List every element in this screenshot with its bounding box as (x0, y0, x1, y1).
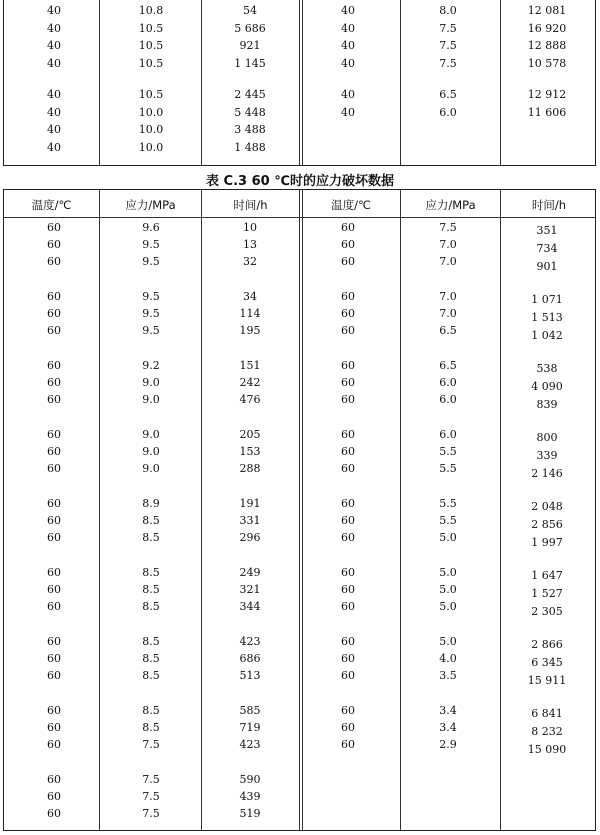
cell-temperature-right: 60 (341, 255, 355, 268)
cell-time-right: 4 090 (531, 380, 563, 393)
cell-time-right: 339 (536, 449, 558, 462)
cell-time-right: 800 (536, 431, 558, 444)
cell-stress-right: 5.5 (439, 514, 457, 527)
cell-temperature: 60 (47, 600, 61, 613)
cell-temperature-right: 60 (341, 738, 355, 751)
cell-stress-right: 7.0 (439, 290, 457, 303)
cell-time-right: 1 527 (531, 587, 563, 600)
column-divider (400, 0, 401, 165)
cell-time-right: 2 866 (531, 638, 563, 651)
cell-time-right: 734 (536, 242, 558, 255)
cell-temperature: 40 (47, 39, 61, 52)
cell-temperature: 60 (47, 290, 61, 303)
cell-temperature: 60 (47, 773, 61, 786)
cell-temperature-right: 60 (341, 583, 355, 596)
continued-data-table-40c (3, 0, 596, 166)
cell-temperature: 60 (47, 445, 61, 458)
cell-temperature-right: 60 (341, 445, 355, 458)
cell-stress: 9.0 (142, 376, 160, 389)
cell-stress: 10.5 (138, 88, 164, 101)
cell-time: 13 (243, 238, 257, 251)
cell-stress: 10.5 (138, 56, 164, 70)
cell-temperature: 60 (47, 669, 61, 682)
cell-temperature-right: 60 (341, 635, 355, 648)
cell-time-right: 1 647 (531, 569, 563, 582)
cell-temperature: 60 (47, 221, 61, 234)
cell-stress-right: 5.5 (439, 462, 457, 475)
cell-temperature-right: 60 (341, 652, 355, 665)
cell-temperature-right: 60 (341, 721, 355, 734)
cell-temperature-right: 60 (341, 359, 355, 372)
cell-time: 476 (239, 393, 261, 406)
cell-temperature-right: 60 (341, 376, 355, 389)
cell-temperature-right: 60 (341, 514, 355, 527)
cell-stress-right: 5.0 (439, 583, 457, 596)
stress-rupture-table-60c (3, 189, 596, 831)
cell-time: 686 (239, 652, 261, 665)
cell-time: 1 145 (234, 56, 266, 70)
cell-time-right: 2 856 (531, 518, 563, 531)
cell-temperature: 60 (47, 531, 61, 544)
cell-temperature: 40 (47, 4, 61, 17)
cell-time-right: 901 (536, 260, 558, 273)
cell-stress-right: 5.0 (439, 531, 457, 544)
column-divider (500, 0, 501, 165)
cell-stress: 10.0 (138, 140, 164, 154)
cell-temperature-right: 60 (341, 566, 355, 579)
cell-temperature: 40 (47, 56, 61, 70)
cell-time-right: 839 (536, 398, 558, 411)
cell-temperature-right: 40 (341, 4, 355, 17)
cell-temperature: 60 (47, 583, 61, 596)
cell-time: 519 (239, 807, 261, 820)
header-temperature-right: 温度/℃ (331, 198, 371, 212)
cell-stress-right: 7.0 (439, 238, 457, 251)
cell-temperature: 60 (47, 790, 61, 803)
cell-stress-right: 3.4 (439, 704, 457, 717)
table-caption: 表 C.3 60 ℃时的应力破坏数据 (206, 174, 394, 189)
cell-temperature-right: 40 (341, 105, 355, 119)
header-time: 时间/h (233, 198, 268, 212)
cell-temperature: 60 (47, 635, 61, 648)
cell-stress-right: 5.0 (439, 600, 457, 613)
cell-stress-right: 6.0 (439, 393, 457, 406)
cell-stress: 9.2 (142, 359, 160, 372)
cell-time: 2 445 (234, 88, 266, 101)
header-temperature: 温度/℃ (31, 198, 72, 212)
cell-time: 288 (239, 462, 261, 475)
cell-stress: 9.5 (142, 324, 160, 337)
cell-stress-right: 6.5 (439, 324, 457, 337)
cell-stress: 8.5 (142, 531, 160, 544)
cell-time: 439 (239, 790, 261, 803)
cell-time: 321 (239, 583, 261, 596)
cell-stress: 8.5 (142, 635, 160, 648)
cell-temperature-right: 60 (341, 704, 355, 717)
cell-stress-right: 7.0 (439, 307, 457, 320)
cell-temperature: 60 (47, 255, 61, 268)
cell-stress: 9.0 (142, 393, 160, 406)
cell-stress: 7.5 (142, 773, 160, 786)
cell-temperature: 60 (47, 393, 61, 406)
header-stress-right: 应力/MPa (425, 198, 476, 212)
cell-temperature-right: 40 (341, 88, 355, 101)
cell-temperature: 40 (47, 140, 61, 154)
cell-time-right: 15 090 (527, 743, 567, 756)
cell-stress: 9.5 (142, 255, 160, 268)
column-divider (201, 0, 202, 165)
cell-stress: 8.5 (142, 652, 160, 665)
cell-time-right: 15 911 (527, 674, 567, 687)
header-time-right: 时间/h (531, 198, 567, 212)
cell-time-right: 12 912 (527, 88, 567, 101)
cell-temperature: 60 (47, 704, 61, 717)
cell-time-right: 11 606 (527, 105, 567, 119)
cell-stress: 8.5 (142, 721, 160, 734)
cell-time: 921 (239, 39, 261, 52)
cell-stress-right: 7.5 (439, 21, 457, 35)
cell-time: 54 (243, 4, 257, 17)
cell-temperature-right: 40 (341, 21, 355, 35)
cell-time-right: 6 841 (531, 707, 563, 720)
cell-time: 242 (239, 376, 261, 389)
cell-temperature: 40 (47, 21, 61, 35)
cell-stress-right: 5.5 (439, 497, 457, 510)
cell-time: 719 (239, 721, 261, 734)
cell-temperature-right: 60 (341, 290, 355, 303)
cell-time-right: 1 997 (531, 536, 563, 549)
cell-time: 423 (239, 738, 261, 751)
cell-temperature-right: 40 (341, 39, 355, 52)
cell-stress: 9.5 (142, 290, 160, 303)
cell-temperature-right: 60 (341, 462, 355, 475)
cell-stress: 7.5 (142, 738, 160, 751)
cell-time: 249 (239, 566, 261, 579)
cell-time: 423 (239, 635, 261, 648)
cell-temperature: 60 (47, 497, 61, 510)
cell-time-right: 10 578 (527, 56, 567, 70)
cell-temperature-right: 60 (341, 307, 355, 320)
cell-stress: 8.5 (142, 566, 160, 579)
cell-stress: 9.5 (142, 238, 160, 251)
cell-time: 513 (239, 669, 261, 682)
cell-time: 1 488 (234, 140, 266, 154)
cell-temperature: 60 (47, 307, 61, 320)
cell-temperature: 60 (47, 652, 61, 665)
cell-temperature-right: 60 (341, 324, 355, 337)
cell-time-right: 12 888 (527, 39, 567, 52)
cell-time-right: 1 513 (531, 311, 563, 324)
center-double-divider (299, 0, 303, 165)
cell-time-right: 538 (536, 362, 558, 375)
center-double-divider (299, 190, 303, 830)
cell-stress: 10.8 (138, 4, 164, 17)
cell-stress-right: 5.5 (439, 445, 457, 458)
cell-time-right: 12 081 (527, 4, 567, 17)
cell-time-right: 16 920 (527, 21, 567, 35)
cell-stress: 10.0 (138, 105, 164, 119)
cell-stress: 8.5 (142, 600, 160, 613)
cell-stress: 9.6 (142, 221, 160, 234)
cell-time: 590 (239, 773, 261, 786)
cell-stress: 10.5 (138, 39, 164, 52)
column-divider (99, 0, 100, 165)
cell-stress-right: 6.5 (439, 359, 457, 372)
cell-stress: 9.5 (142, 307, 160, 320)
cell-time: 296 (239, 531, 261, 544)
cell-time-right: 2 146 (531, 467, 563, 480)
cell-temperature: 60 (47, 514, 61, 527)
cell-stress-right: 7.5 (439, 39, 457, 52)
cell-stress-right: 6.0 (439, 428, 457, 441)
cell-time-right: 8 232 (531, 725, 563, 738)
cell-stress-right: 4.0 (439, 652, 457, 665)
cell-temperature-right: 60 (341, 531, 355, 544)
cell-time: 331 (239, 514, 261, 527)
cell-stress-right: 7.0 (439, 255, 457, 268)
cell-stress: 8.9 (142, 497, 160, 510)
cell-stress-right: 3.5 (439, 669, 457, 682)
cell-temperature-right: 60 (341, 428, 355, 441)
cell-temperature: 60 (47, 807, 61, 820)
cell-time-right: 2 305 (531, 605, 563, 618)
cell-temperature-right: 60 (341, 600, 355, 613)
cell-time: 195 (239, 324, 261, 337)
cell-temperature: 60 (47, 376, 61, 389)
cell-stress-right: 6.5 (439, 88, 457, 101)
cell-time-right: 1 071 (531, 293, 563, 306)
cell-temperature-right: 60 (341, 221, 355, 234)
cell-time: 114 (239, 307, 261, 320)
cell-time: 5 448 (234, 105, 266, 119)
cell-temperature: 60 (47, 738, 61, 751)
cell-time-right: 1 042 (531, 329, 563, 342)
cell-stress-right: 8.0 (439, 4, 457, 17)
cell-time: 191 (239, 497, 261, 510)
cell-temperature: 40 (47, 88, 61, 101)
cell-time: 32 (243, 255, 257, 268)
cell-temperature: 60 (47, 359, 61, 372)
cell-temperature: 40 (47, 105, 61, 119)
cell-time: 153 (239, 445, 261, 458)
cell-time: 3 488 (234, 123, 266, 136)
cell-temperature: 60 (47, 566, 61, 579)
cell-temperature: 60 (47, 238, 61, 251)
header-stress: 应力/MPa (125, 198, 176, 212)
cell-temperature: 40 (47, 123, 61, 136)
cell-stress-right: 7.5 (439, 56, 457, 70)
cell-stress-right: 6.0 (439, 105, 457, 119)
cell-time: 344 (239, 600, 261, 613)
cell-temperature-right: 60 (341, 238, 355, 251)
cell-temperature-right: 60 (341, 393, 355, 406)
cell-time: 151 (239, 359, 261, 372)
cell-stress: 10.5 (138, 21, 164, 35)
cell-stress: 8.5 (142, 583, 160, 596)
cell-stress: 9.0 (142, 428, 160, 441)
cell-temperature: 60 (47, 721, 61, 734)
cell-stress: 8.5 (142, 704, 160, 717)
cell-temperature: 60 (47, 462, 61, 475)
column-divider (500, 190, 501, 830)
column-divider (201, 190, 202, 830)
column-divider (400, 190, 401, 830)
cell-stress-right: 2.9 (439, 738, 457, 751)
cell-time-right: 6 345 (531, 656, 563, 669)
cell-stress-right: 3.4 (439, 721, 457, 734)
cell-stress: 9.0 (142, 445, 160, 458)
cell-stress: 10.0 (138, 123, 164, 136)
cell-stress: 7.5 (142, 807, 160, 820)
cell-time-right: 351 (536, 224, 558, 237)
cell-temperature: 60 (47, 428, 61, 441)
cell-time: 5 686 (234, 21, 266, 35)
cell-time: 205 (239, 428, 261, 441)
cell-time: 10 (243, 221, 257, 234)
cell-stress: 8.5 (142, 669, 160, 682)
cell-stress: 7.5 (142, 790, 160, 803)
cell-stress: 8.5 (142, 514, 160, 527)
cell-stress-right: 5.0 (439, 635, 457, 648)
cell-time-right: 2 048 (531, 500, 563, 513)
cell-time: 585 (239, 704, 261, 717)
cell-temperature: 60 (47, 324, 61, 337)
cell-temperature-right: 40 (341, 56, 355, 70)
cell-stress-right: 7.5 (439, 221, 457, 234)
cell-stress-right: 6.0 (439, 376, 457, 389)
column-divider (99, 190, 100, 830)
cell-temperature-right: 60 (341, 669, 355, 682)
cell-stress: 9.0 (142, 462, 160, 475)
cell-time: 34 (243, 290, 257, 303)
cell-temperature-right: 60 (341, 497, 355, 510)
cell-stress-right: 5.0 (439, 566, 457, 579)
